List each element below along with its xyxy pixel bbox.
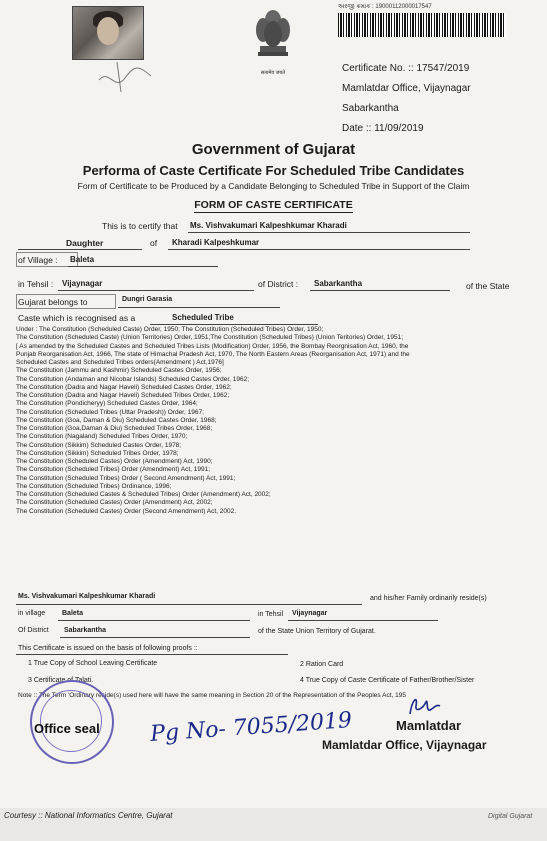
act-line: Scheduled Castes and Scheduled Tribes orders(Amendment ) Act,1976] xyxy=(16,359,224,366)
proof-item: 4 True Copy of Caste Certificate of Father/Brother/Sister xyxy=(300,677,475,684)
res-tehsil-underline xyxy=(288,620,438,621)
act-line: The Constitution (Sikkim) Scheduled Castes Order, 1978; xyxy=(16,441,182,449)
office-seal-label: Office seal xyxy=(34,721,100,736)
act-line: The Constitution (Scheduled Tribes) Ordinance, 1996; xyxy=(16,482,172,490)
state-text: of the State Union Territory of Gujarat. xyxy=(258,628,376,635)
resident-underline xyxy=(16,604,362,605)
performa-title: Performa of Caste Certificate For Scheduled Tribe Candidates xyxy=(82,163,465,178)
act-line: The Constitution (Scheduled Tribes) Order ( Second Amendment) Act, 1991; xyxy=(16,474,236,482)
res-village-underline xyxy=(58,620,250,621)
act-line: Punjab Reorganisation Act, 1966, The state of Himachal Pradesh Act, 1970, The North Eastern Areas (Reorganisation Act, 1971) and the xyxy=(16,350,410,358)
relation: Daughter xyxy=(66,238,104,248)
header-district: Sabarkantha xyxy=(342,103,399,114)
act-line: The Constitution (Andaman and Nicobar Islands) Scheduled Castes Order, 1962; xyxy=(16,375,250,383)
proof-item: 1 True Copy of School Leaving Certificate xyxy=(28,660,158,667)
act-line: The Constitution (Pondicheryy) Scheduled Castes Order, 1964; xyxy=(16,400,198,408)
act-line: The Constitution (Nagaland) Scheduled Tribes Order, 1970; xyxy=(16,433,188,441)
act-line: The Constitution (Scheduled Castes) Order (Amendment) Act, 2002; xyxy=(16,499,213,507)
district-value: Sabarkantha xyxy=(314,279,363,288)
photo-face xyxy=(97,17,119,45)
proofs-heading: This Certificate is issued on the basis of following proofs :: xyxy=(18,645,198,652)
constitution-orders-list xyxy=(16,326,536,516)
act-line: [ As amended by the Scheduled Castes and Scheduled Tribes Lists (Modification) Order, 1956, the Bombay Reorgnisation Act, 1960, the xyxy=(16,342,409,350)
candidate-underline xyxy=(188,232,470,233)
community-underline xyxy=(118,307,280,308)
village-label: of Village : xyxy=(18,255,58,265)
proofs-underline xyxy=(16,654,288,655)
act-line: The Constitution (Scheduled Tribes) Order (Amendment) Act, 1991; xyxy=(16,466,211,474)
barcode-block xyxy=(338,4,508,44)
resident-name: Ms. Vishvakumari Kalpeshkumar Kharadi xyxy=(18,593,156,600)
candidate-name: Ms. Vishvakumari Kalpeshkumar Kharadi xyxy=(190,221,347,230)
caste-label: Caste which is recognised as a xyxy=(18,313,136,323)
tehsil-value: Vijaynagar xyxy=(62,279,103,288)
courtesy-text: Courtesy :: National Informatics Centre, Gujarat xyxy=(4,811,173,820)
note-text: Note :: The Term 'Ordinary reside(s) used here will have the same meaning in Section 20 of the Representation of the Peoples Act, 195 xyxy=(18,692,406,699)
res-district-underline xyxy=(60,637,250,638)
res-district-value: Sabarkantha xyxy=(64,627,107,634)
act-line: The Constitution (Jammu and Kashmir) Scheduled Castes Order, 1956; xyxy=(16,367,222,375)
district-label: of District : xyxy=(258,279,299,289)
certify-label: This is to certify that xyxy=(102,221,178,231)
caste-value: Scheduled Tribe xyxy=(172,313,234,322)
res-tehsil-value: Vijaynagar xyxy=(292,610,328,617)
issue-date: Date :: 11/09/2019 xyxy=(342,123,424,134)
tehsil-underline xyxy=(58,290,254,291)
handwritten-page-number: Pg No- 7055/2019 xyxy=(149,707,353,748)
barcode-label: અરજી ક્રમાંક : 19000112000017547 xyxy=(338,4,432,10)
village-value: Baleta xyxy=(70,255,95,264)
act-line: The Constitution (Sikkim) Scheduled Tribes Order, 1978; xyxy=(16,449,179,457)
barcode-icon xyxy=(338,13,506,37)
candidate-photo xyxy=(72,6,144,60)
father-name: Kharadi Kalpeshkumar xyxy=(172,238,260,247)
act-line: The Constitution (Goa, Daman & Diu) Scheduled Castes Order, 1968; xyxy=(16,416,217,424)
act-line: The Constitution (Scheduled Castes) Order (Second Amendment) Act, 2002. xyxy=(16,507,237,515)
proof-item: 3 Certificate of Talati. xyxy=(28,677,94,684)
village-underline xyxy=(68,266,218,267)
act-line: The Constitution (Scheduled Castes) Order (Amendment) Act, 1990; xyxy=(16,458,213,465)
res-district-label: Of District xyxy=(18,627,49,634)
belongs-label: Gujarat belongs to xyxy=(18,297,88,307)
of-label: of xyxy=(150,238,158,248)
act-line: The Constitution (Scheduled Castes & Scheduled Tribes) Order (Amendment) Act, 2002; xyxy=(16,491,271,498)
family-text: and his/her Family ordinarily reside(s) xyxy=(370,595,487,602)
national-emblem-icon xyxy=(250,6,296,70)
photo-signature-scribble xyxy=(95,58,155,96)
act-line: The Constitution (Scheduled Caste) (Union Territories) Order, 1951;The Constitution (Scheduled Tribes) (Union Teritories) Order, 1951; xyxy=(16,334,404,342)
act-line: Under : The Constitution (Scheduled Caste) Order, 1950; The Constitution (Scheduled Tribes) Order, 1950; xyxy=(16,326,324,333)
issuing-office: Mamlatdar Office, Vijaynagar xyxy=(342,83,471,94)
form-title xyxy=(0,199,547,211)
emblem-caption: सत्यमेव जयते xyxy=(260,70,286,76)
state-suffix: of the State xyxy=(466,281,510,291)
act-line: The Constitution (Goa,Daman & Diu) Scheduled Tribes Order, 1968; xyxy=(16,425,213,432)
relation-underline xyxy=(18,249,142,250)
district-underline xyxy=(310,290,450,291)
certificate-number: Certificate No. :: 17547/2019 xyxy=(342,63,470,74)
signatory-office: Mamlatdar Office, Vijaynagar xyxy=(322,738,487,752)
act-line: The Constitution (Dadra and Nagar Haveli) Scheduled Tribes Order, 1962; xyxy=(16,392,230,399)
father-underline xyxy=(168,249,470,250)
res-tehsil-label: in Tehsil xyxy=(258,611,284,618)
tehsil-label: in Tehsil : xyxy=(18,279,54,289)
digital-gujarat-logo: Digital Gujarat xyxy=(488,813,533,820)
form-title-text: FORM OF CASTE CERTIFICATE xyxy=(194,199,353,211)
proof-item: 2 Ration Card xyxy=(300,661,344,668)
designation: Mamlatdar xyxy=(396,718,462,733)
res-village-value: Baleta xyxy=(62,610,84,617)
community-value: Dungri Garasia xyxy=(122,296,173,303)
mamlatdar-signature-icon xyxy=(396,690,456,720)
act-line: The Constitution (Scheduled Tribes (Uttar Pradesh)) Order, 1967; xyxy=(16,408,204,416)
res-village-label: in village xyxy=(18,610,46,617)
form-subtitle: Form of Certificate to be Produced by a Candidate Belonging to Scheduled Tribe in Support of the Claim xyxy=(77,181,470,191)
act-line: The Constitution (Dadra and Nagar Haveli) Scheduled Castes Order, 1962; xyxy=(16,383,232,391)
government-title: Government of Gujarat xyxy=(191,141,356,158)
caste-underline xyxy=(150,324,318,325)
